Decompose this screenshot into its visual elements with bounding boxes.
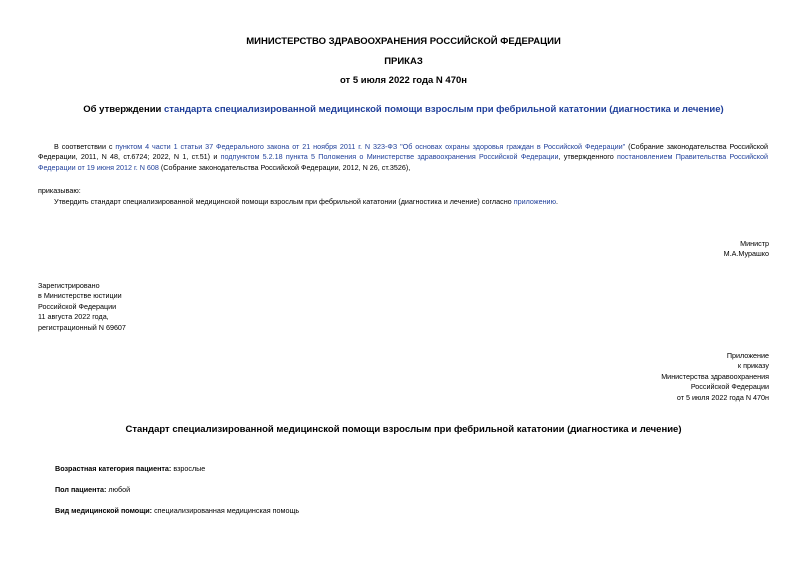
field-age-value: взрослые [171, 464, 206, 473]
standard-title: Стандарт специализированной медицинской помощи взрослым при фебрильной кататонии (диагностика и лечение) [125, 424, 682, 435]
appendix-link[interactable]: приложению [513, 197, 556, 206]
field-care-value: специализированная медицинская помощь [152, 506, 300, 515]
order-text-body: Утвердить стандарт специализированной медицинской помощи взрослым при фебрильной кататонии (диагностика и лечение) согласно [54, 197, 514, 206]
registration-block [38, 281, 126, 333]
regulation-link[interactable]: подпунктом 5.2.18 пункта 5 Положения о Министерстве здравоохранения Российской Федерации [220, 152, 559, 162]
appendix-line: Приложение [726, 351, 769, 360]
field-sex-label: Пол пациента: [55, 485, 107, 494]
order-text [54, 197, 558, 207]
signature-position: Министр [740, 239, 769, 248]
order-date-number: от 5 июля 2022 года N 470н [339, 75, 468, 86]
appendix-line: Министерства здравоохранения [661, 371, 769, 381]
law-link[interactable]: пунктом 4 части 1 статьи 37 Федерального закона от 21 ноября 2011 г. N 323-ФЗ "Об основах охраны здоровья граждан в Российской Федерации" [115, 142, 626, 151]
order-text-end: . [555, 197, 558, 206]
registration-line: 11 августа 2022 года, [38, 312, 109, 322]
standard-link[interactable]: стандарта специализированной медицинской помощи взрослым при фебрильной кататонии (диагностика и лечение) [164, 104, 724, 115]
order-title [0, 104, 807, 115]
appendix-line: к приказу [737, 361, 769, 371]
preamble-text-3: , утвержденного [558, 152, 618, 162]
ministry-heading: МИНИСТЕРСТВО ЗДРАВООХРАНЕНИЯ РОССИЙСКОЙ ФЕДЕРАЦИИ [246, 36, 561, 47]
appendix-header [661, 351, 769, 403]
order-title-prefix: Об утверждении [83, 104, 165, 115]
preamble-text-4: (Собрание законодательства Российской Федерации, 2012, N 26, ст.3526), [158, 162, 411, 172]
preamble-text-2: (Собрание законодательства Российской Федерации, 2011, N 48, ст.6724; 2022, N 1, ст.51) и [38, 142, 769, 162]
appendix-line: Российской Федерации [690, 382, 769, 392]
field-age-label: Возрастная категория пациента: [55, 464, 172, 473]
order-word: приказываю: [38, 186, 81, 195]
field-sex-value: любой [106, 485, 131, 494]
field-care-type [55, 506, 299, 515]
preamble-text-1: В соответствии с [54, 142, 116, 151]
registration-line: регистрационный N 69607 [38, 322, 126, 332]
signature-block [724, 239, 769, 260]
field-age-category [55, 464, 205, 473]
registration-line: Российской Федерации [38, 301, 117, 311]
registration-line: Зарегистрировано [38, 281, 100, 290]
field-care-label: Вид медицинской помощи: [55, 506, 153, 515]
preamble-paragraph [38, 142, 768, 173]
government-resolution-link[interactable]: постановлением Правительства Российской Федерации от 19 июня 2012 г. N 608 [38, 152, 769, 172]
registration-line: в Министерстве юстиции [38, 291, 122, 301]
appendix-line: от 5 июля 2022 года N 470н [676, 392, 769, 402]
doc-type-heading: ПРИКАЗ [384, 56, 423, 67]
signature-name: М.А.Мурашко [723, 249, 769, 259]
field-patient-sex [55, 485, 130, 494]
